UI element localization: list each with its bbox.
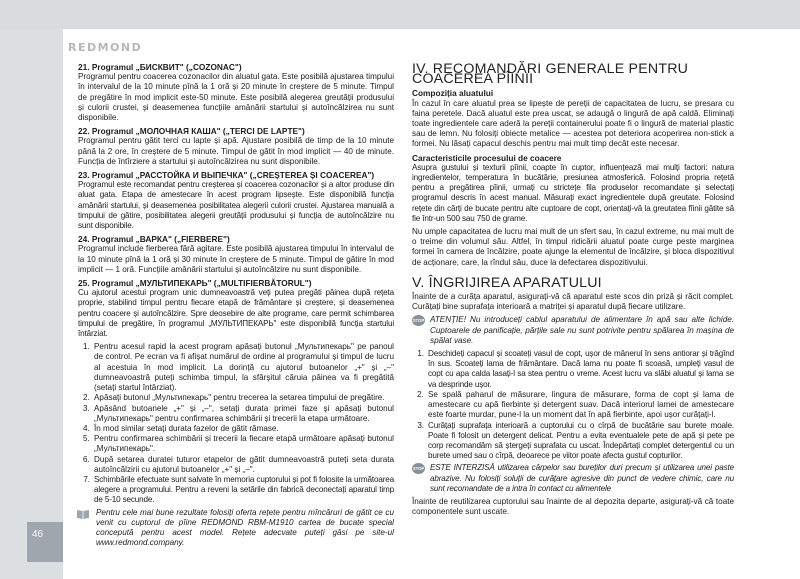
reuse-text: Înainte de reutilizarea cuptorului sau înainte de al depozita departe, asigurați-vă că toate componentele sunt uscate. xyxy=(412,496,734,517)
list-item: 2. Apăsați butonul „Мультипекарь" pentru trecerea la setarea timpului de pregătire. xyxy=(92,393,394,403)
page-number: 46 xyxy=(32,529,44,540)
program-25-text: Cu ajutorul acestui program unic dumneavoastră veți putea pregăti pâinea după rețeta proprie, stabilind timpul pentru fiecare etapă de frământare și creștere, și deasemenea pentru coacere și autoîncălzire. Spre deosebire de alte programe, care permit schimbarea timpului de pregătire, în programul „МУЛЬТИПЕКАРЬ" este disponibilă funcția startului întârziat. xyxy=(78,288,394,339)
program-22-title: 22. Programul „МОЛОЧНАЯ КАША" („TERCI DE LAPTE") xyxy=(78,126,305,137)
side-margin-bar xyxy=(0,29,63,579)
brand-logo: REDMOND xyxy=(68,41,143,54)
left-column xyxy=(78,62,394,551)
care-intro-text: Înainte de a curăța aparatul, asigurați-vă că aparatul este scos din priză și răcit complet. Curățați bine suprafața interioară a matriței și aparatul după fiecare utilizare. xyxy=(412,292,734,312)
dough-composition-subheading: Compoziția aluatului xyxy=(412,88,494,99)
recipe-note: Pentru cele mai bune rezultate folosiți oferta rețete pentru mîncăruri de gătit ce cu venit cu cuptorul de pîine REDMOND RBM-M1910 cartea de bucate special concepută pentru acest model. Rețete adecvate puteți găsi pe site-ul www.redmond.company. xyxy=(78,508,394,549)
program-25-title: 25. Programul „МУЛЬТИПЕКАРЬ" („MULTIFIERBĂTORUL") xyxy=(78,278,312,289)
page-number-tab xyxy=(27,522,63,562)
program-24-title: 24. Programul „ВАРКА" („FIERBERE") xyxy=(78,234,230,245)
right-column xyxy=(412,61,734,520)
stop-icon: STOP xyxy=(412,315,425,326)
dough-composition-text: În cazul în care aluatul prea se lipește de pereții de capacitatea de lucru, se presara cu faina peretele. Dacă aluatul este prea uscat, se adaugă o lingură de apă caldă. Eliminați toate ingredientele care aderă la pereții containerului poate fi o lingură de material plastic sau de lemn. Nu folosiți obiecte metalice — acestea pot deteriora acoperirea non-stick a formei. Nu lăsați capacul deschis pentru mai mult timp decât este necesar. xyxy=(412,98,734,149)
header-bar xyxy=(0,0,800,29)
list-item: 4. În mod similar setați durata fazelor de gătit rămase. xyxy=(92,424,394,434)
baking-process-subheading: Caracteristicile procesului de coacere xyxy=(412,152,562,163)
program-24-text: Programul include fierberea fără agitare. Este posibilă ajustarea timpului în intervalul de la 10 minute pînă la 1 oră și 30 minute în creștere de 5 minute. Timpul de gătire în mod implicit — 1 oră. Funcțiile amânării startului și autoîncălzire nu sunt disponibile. xyxy=(78,244,394,274)
program-23-title: 23. Programul „РАССТОЙКА И ВЫПЕЧКА" („CREȘTEREA ȘI COACEREA") xyxy=(78,170,375,181)
warning-note-1: STOP ATENȚIE! Nu introduceți cablul aparatului de alimentare în apă sau alte lichide. Cuptoarele de panificație, părțile sale nu sunt potrivite pentru spălarea în mașina de spălat vase. xyxy=(412,315,734,345)
program-25-steps xyxy=(78,342,394,505)
program-23-text: Programul este recomandat pentru creșterea și coacerea cozonacilor și a altor produse din aluat gata. Etapa de amestecare în acest program lipsește. Este disponibilă funcția amânării startului, și deasemenea posibilitatea alegerii culorii crustei. Ajustarea manuală a timpului de gătire, posibilitatea alegerii greutății produsului și funcția de autoîncălzire nu sunt disponibile. xyxy=(78,180,394,231)
section-iv-heading: IV. RECOMANDĂRI GENERALE PENTRU COACEREA PÎINII xyxy=(412,61,689,88)
list-item: 3. Apăsând butoanele „+" și „–", setați durata primei faze și apăsați butonul „Мультипекарь" pentru confirmarea schimbării și trecerii la etapa următoare. xyxy=(92,404,394,424)
list-item: 3. Curățați suprafața interioară a cuptorului cu o cîrpă de bucătărie sau burete moale. Poate fi folosit un detergent delicat. Pentru a evita eventualele pete de apă și pete pe corp recomandăm să ștergeți suprafata cu uscat. Îndepărtați complet detergentul cu un burete umed sau o cîrpă, deoarece pe viitor poate afecta gustul copturilor. xyxy=(426,421,734,462)
list-item: 1. Pentru acesul rapid la acest program apăsați butonul „Мультипекарь" pe panoul de control. Pe ecran va fi afișat numărul de ordine al programului și timpul de lucru al acestuia în mod implicit. La dorință cu ajutorul butoanelor „+" și „–" dumneavoastră puteți schimba timpul, la sfârșitul căruia pâinea va fi pregătită (setați startul întârziat). xyxy=(92,342,394,393)
list-item: 1. Deschideți capacul și scoateți vasul de copt, ușor de mânerul în sens antiorar și trăgînd în sus. Scoateți lama de frământare. Dacă lama nu poate fi scoasă, umpleți vasul de copt cu apa calda lasați-l sa stea pentru o vreme. Acest lucru va slăbi aluatul și lama se va desprinde ușor. xyxy=(426,349,734,390)
program-21-title: 21. Programul „БИСКВИТ" („COZONAC") xyxy=(78,62,242,72)
baking-process-text: Asupra gustului și texturii pîinii, coapte în cuptor, influențează mai mulți factori: natura ingredientelor, temperatura în bucătărie, presiunea atmosferică. Folosind propria rețetă pentru a pregătirea pîinii, urmați cu strictețe fila produselor recomandate și selectați programul descris în acest manual. Măsurați exact ingredientele după greutate. Folosind rețete din cărți de bucate pentru alte cuptoare de copt, orientați-vă la greutatea fîinii gătite să fie într-un 500 sau 750 de grame. xyxy=(412,162,734,223)
stop-icon: STOP xyxy=(412,463,425,474)
capacity-text: Nu umple capacitatea de lucru mai mult de un sfert sau, în cazul extreme, nu mai mult de o treime din volumul său. Altfel, în timpul ridicării aluatul poate curge peste marginea formei în camera de încălzire, poate ajunge la elementul de încălzire, și bloca dispozitivul de acționare, care, la rîndul său, duce la defectarea dispozitivului. xyxy=(412,227,734,267)
program-21-text: Programul pentru coacerea cozonacilor din aluatul gata. Este posibilă ajustarea timpului în intervalul de la 10 minute pînă la 1 oră și 20 minute în creștere de 5 minute. Timpul de pregătire în mod implicit este-50 minute. Este posibilă alegerea greutății produsului și culorii crustei, și deasemenea funcțiile amânării startului și autoîncălzirea nu sunt disponibile. xyxy=(78,72,394,123)
list-item: 5. Pentru confirmarea schimbării și trecerii la fiecare etapă următoare apăsați butonul „Мультипекарь". xyxy=(92,434,394,454)
program-22-text: Programul pentru gătit terci cu lapte și apă. Ajustare posibilă de timp de la 10 minute până la 2 ore, în creștere de 5 minute. Timpul de gătit în mod implicit — 40 de minute. Funcția de întîrziere a startului și autoîncălzirea nu sunt disponibile. xyxy=(78,136,394,166)
list-item: 2. Se spală paharul de măsurare, lingura de măsurare, forma de copt și lama de amestecare cu apă fierbinte și detergent suav. Dacă interiorul lamei de amestecare este foarte murdar, pune-l la un moment dat în apă fierbinte, apoi ușor curățați-l. xyxy=(426,390,734,421)
section-v-heading: V. ÎNGRIJIREA APARATULUI xyxy=(412,274,602,291)
care-steps xyxy=(412,349,734,461)
warning-note-2: STOP ESTE INTERZISĂ utilizarea cârpelor sau bureților duri precum și utilizarea unei paste abrazive. Nu folosiți soluții de curățare agresive din punct de vedere chimic, care nu sunt recomandate de a intra în contact cu alimentele xyxy=(412,463,734,493)
list-item: 6. După setarea duratei tuturor etapelor de gătit dumneavoastră puteți seta durata autoîncălzirii cu ajutorul butoanelor „+" și „–". xyxy=(92,455,394,475)
list-item: 7. Schimbările efectuate sunt salvate în memoria cuptorului și pot fi folosite la următoarea alegere a programului. Pentru a reveni la setările din fabrică deconectați aparatul timp de 5-10 secunde. xyxy=(92,475,394,506)
